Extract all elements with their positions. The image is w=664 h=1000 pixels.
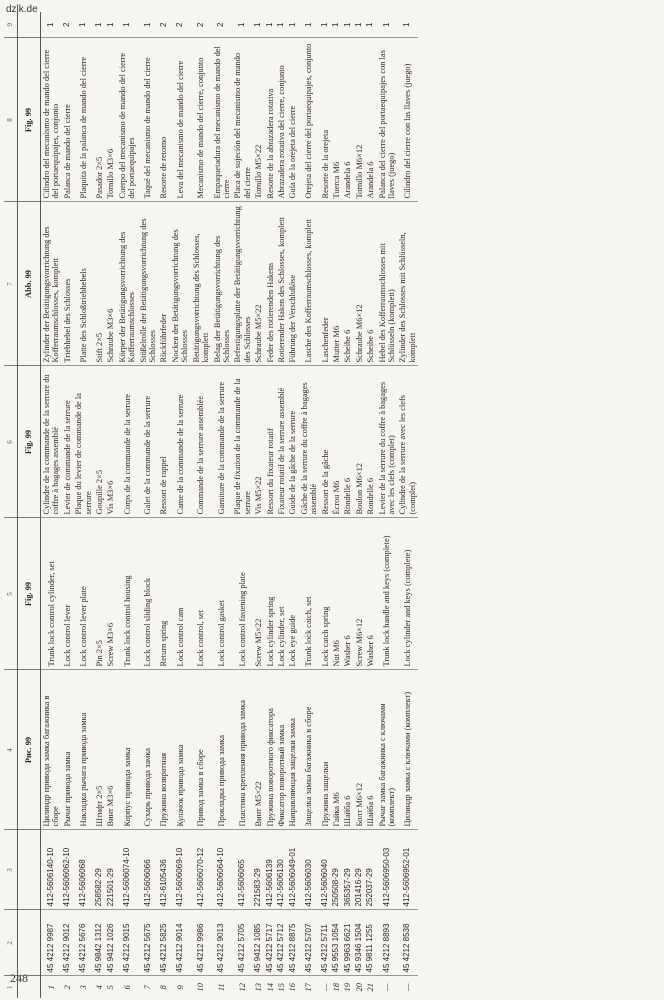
catalog-number: 45 4212 5675 (138, 910, 159, 976)
name-de: Befestigungsplatte der Betätigungsvorrichtung des Schlosses (232, 202, 253, 366)
quantity: 1 (342, 12, 353, 38)
part-number: 412-5606064-10 (212, 830, 233, 910)
name-fr: Garniture de la commande de la serrure (212, 366, 233, 518)
name-ru: Фиксатор поворотный замка (276, 670, 287, 830)
table-row (265, 12, 276, 998)
table-row (320, 12, 331, 998)
catalog-number: 45 4212 5711 (320, 910, 331, 976)
catalog-number: 45 4212 5825 (158, 910, 169, 976)
name-ru: Пружина поворотного фиксатора (265, 670, 276, 830)
part-number: 412-5606040 (320, 830, 331, 910)
name-de: Zylinder der Betätigungsvorrichtung des Kofferraumschlosses, komplett (41, 202, 62, 366)
name-en: Trunk lock handle and keys (complete) (377, 518, 398, 670)
quantity: 1 (299, 12, 320, 38)
quantity: 1 (320, 12, 331, 38)
name-es: Leva del mecanismo de mando del cierre (170, 38, 191, 202)
table-row (170, 12, 191, 998)
catalog-number: 45 4212 5717 (265, 910, 276, 976)
name-es: Cilindro del cierre con las llaves (juego) (397, 38, 418, 202)
name-de: Betätigungsvorrichtung des Schlosses, komplett (191, 202, 212, 366)
name-de: Stößelrolle der Betätigungsvorrichtung des Schlosses (138, 202, 159, 366)
name-de: Platte des Schloßtriebhebels (73, 202, 94, 366)
table-row (377, 12, 398, 998)
name-ru: Пружина защелки (320, 670, 331, 830)
part-number: 412-5606069-10 (170, 830, 191, 910)
name-es: Resorte de la abrazadera rotativa (265, 38, 276, 202)
table-row (232, 12, 253, 998)
col-number: 7 (4, 202, 18, 366)
name-es: Mecanismo de mando del cierre, conjunto (191, 38, 212, 202)
name-en: Lock cylinder and keys (complete) (397, 518, 418, 670)
name-de: Rückführfeder (158, 202, 169, 366)
name-fr: Ressort de rappel (158, 366, 169, 518)
name-de: Belag der Betätigungsvorrichtung des Schlosses (212, 202, 233, 366)
part-number: 258582-29 (94, 830, 105, 910)
catalog-number: 45 9346 1504 (354, 910, 365, 976)
quantity: 1 (138, 12, 159, 38)
name-fr: Rondelle 6 (342, 366, 353, 518)
quantity: 2 (170, 12, 191, 38)
table-row (212, 12, 233, 998)
quantity: 2 (62, 12, 73, 38)
part-number: 412-5606065 (232, 830, 253, 910)
name-de: Laschenfeder (320, 202, 331, 366)
catalog-number: 45 9412 1026 (105, 910, 116, 976)
quantity: 1 (354, 12, 365, 38)
name-fr: Vis M3×6 (105, 366, 116, 518)
name-en: Lock control sliding block (138, 518, 159, 670)
item-number: 14 (265, 983, 275, 992)
name-fr: Came de la commande de la serrure (170, 366, 191, 518)
item-number: 10 (196, 983, 206, 992)
quantity: 1 (94, 12, 105, 38)
name-fr: Plaque du levier de commande de la serrure (73, 366, 94, 518)
name-ru: Штифт 2×5 (94, 670, 105, 830)
catalog-number: 45 4212 8893 (377, 910, 398, 976)
part-number: 412-5606070-12 (191, 830, 212, 910)
table-row (105, 12, 116, 998)
name-de: Schraube M6×12 (354, 202, 365, 366)
name-fr: Écrou M6 (331, 366, 342, 518)
catalog-number: 45 9553 1054 (331, 910, 342, 976)
table-row (117, 12, 138, 998)
name-en: Lock cylinder, set (276, 518, 287, 670)
name-fr: Fixateur rotatif de la serrure assemblé (276, 366, 287, 518)
name-de: Scheibe 6 (342, 202, 353, 366)
name-en: Screw M5×22 (253, 518, 264, 670)
name-ru: Цилиндр замка с ключами (комплект) (397, 670, 418, 830)
parts-table (4, 12, 418, 998)
name-ru: Болт М6×12 (354, 670, 365, 830)
item-number: 1 (46, 985, 56, 990)
name-de: Scheibe 6 (365, 202, 376, 366)
name-es: Tuerca M6 (331, 38, 342, 202)
name-es: Cuerpo del mecanismo de mando del cierre del portaequipajes (117, 38, 138, 202)
quantity: 1 (265, 12, 276, 38)
name-fr: Corps de la commande de la serrure (117, 366, 138, 518)
name-es: Abrazadera rotativa del cierre, conjunto (276, 38, 287, 202)
name-en: Lock cylinder spring (265, 518, 276, 670)
name-ru: Шайба 6 (365, 670, 376, 830)
name-es: Pasador 2×5 (94, 38, 105, 202)
name-ru: Привод замка в сборе (191, 670, 212, 830)
table-row (365, 12, 376, 998)
part-number: 412-5606140-10 (41, 830, 62, 910)
table-row (138, 12, 159, 998)
name-ru: Винт М3×6 (105, 670, 116, 830)
col-number: 6 (4, 366, 18, 518)
name-en: Trunk lock control housing (117, 518, 138, 670)
name-en: Trunk lock catch, set (299, 518, 320, 670)
name-ru: Направляющая защелки замка (287, 670, 298, 830)
item-number: 8 (159, 985, 169, 990)
name-es: Tornillo M5×22 (253, 38, 264, 202)
item-number: 18 (331, 983, 341, 992)
parts-table-body (41, 12, 419, 998)
name-fr: Commande de la serrure assemblée (191, 366, 212, 518)
part-number: 412-5606066 (138, 830, 159, 910)
table-row (397, 12, 418, 998)
catalog-number: 45 4212 9986 (191, 910, 212, 976)
item-number: 20 (354, 983, 364, 992)
table-row (331, 12, 342, 998)
name-fr: Vis M5×22 (253, 366, 264, 518)
name-en: Lock control lever plate (73, 518, 94, 670)
name-es: Placa de sujeción del mecanismo de mando del cierre (232, 38, 253, 202)
catalog-number: 45 9412 1085 (253, 910, 264, 976)
table-row (276, 12, 287, 998)
table-row (354, 12, 365, 998)
name-de: Mutter M6 (331, 202, 342, 366)
name-en: Lock eye guide (287, 518, 298, 670)
header-figure-fr: Fig. 99 (18, 366, 41, 518)
table-row (287, 12, 298, 998)
quantity: 1 (117, 12, 138, 38)
name-fr: Boulon M6×12 (354, 366, 365, 518)
catalog-number: 45 4212 9012 (62, 910, 73, 976)
table-row (41, 12, 62, 998)
header-blank (18, 830, 41, 910)
table-row (62, 12, 73, 998)
col-number: 3 (4, 830, 18, 910)
name-en: Lock control cam (170, 518, 191, 670)
name-ru: Гайка М6 (331, 670, 342, 830)
table-row (158, 12, 169, 998)
name-ru: Рычаг замка багажника с ключами (комплект) (377, 670, 398, 830)
name-en: Return spring (158, 518, 169, 670)
name-ru: Цилиндр привода замка багажника в сборе (41, 670, 62, 830)
item-number: — (382, 983, 392, 991)
quantity: 1 (41, 12, 62, 38)
quantity: 2 (212, 12, 233, 38)
header-figure-es: Fig. 99 (18, 38, 41, 202)
name-en: Washer 6 (342, 518, 353, 670)
name-de: Hebel des Kofferraumschlosses mit Schlüsseln (komplett) (377, 202, 398, 366)
item-number: 3 (78, 985, 88, 990)
part-number: 201416-29 (354, 830, 365, 910)
name-es: Guía de la orejeta del cierre (287, 38, 298, 202)
name-es: Palanca de mando del cierre (62, 38, 73, 202)
part-number: 412-5606030 (299, 830, 320, 910)
catalog-number: 45 4212 8875 (287, 910, 298, 976)
col-number: 1 (4, 976, 18, 998)
item-number: — (403, 983, 413, 991)
catalog-number: 45 9811 1255 (365, 910, 376, 976)
item-number: 19 (343, 983, 353, 992)
name-es: Palanca del cierre del portaequipajes con las llaves (juego) (377, 38, 398, 202)
name-ru: Прокладка привода замка (212, 670, 233, 830)
name-es: Cilindro del mecanismo de mando del cierre del portaequipajes, conjunto (41, 38, 62, 202)
item-number: 11 (217, 983, 227, 992)
catalog-number: 45 4212 9013 (212, 910, 233, 976)
item-number: 16 (288, 983, 298, 992)
col-number: 4 (4, 670, 18, 830)
table-row (191, 12, 212, 998)
watermark: dzlk.de (6, 4, 38, 15)
page-number: 248 (10, 971, 28, 985)
part-number: 250508-29 (331, 830, 342, 910)
item-number: 6 (122, 985, 132, 990)
part-number: 412-5606068 (73, 830, 94, 910)
quantity: 1 (397, 12, 418, 38)
part-number: 412-5606062-10 (62, 830, 73, 910)
part-number: 412-5606139 (265, 830, 276, 910)
header-blank (18, 12, 41, 38)
table-row (73, 12, 94, 998)
name-en: Pin 2×5 (94, 518, 105, 670)
catalog-number: 45 4212 9015 (117, 910, 138, 976)
part-number: 412-5606950-03 (377, 830, 398, 910)
name-es: Taqué del mecanismo de mando del cierre (138, 38, 159, 202)
name-ru: Накладка рычага привода замка (73, 670, 94, 830)
name-de: Stift 2×5 (94, 202, 105, 366)
catalog-number: 45 4212 5707 (299, 910, 320, 976)
header-figure-en: Fig. 99 (18, 518, 41, 670)
header-blank (18, 976, 41, 998)
part-number: 221583-29 (253, 830, 264, 910)
name-es: Orejeta del cierre del portaequipajes, conjunto (299, 38, 320, 202)
header-figure-de: Abb. 99 (18, 202, 41, 366)
part-number: 412-5606130 (276, 830, 287, 910)
name-fr: Rondelle 6 (365, 366, 376, 518)
column-number-row (4, 12, 18, 998)
quantity: 1 (105, 12, 116, 38)
table-row (342, 12, 353, 998)
part-number: 412-5606952-01 (397, 830, 418, 910)
quantity: 1 (365, 12, 376, 38)
quantity: 1 (276, 12, 287, 38)
item-number: 5 (106, 985, 116, 990)
name-en: Screw M3×6 (105, 518, 116, 670)
name-fr: Cylindre de la commande de la serrure du coffre à bagages assemblé (41, 366, 62, 518)
col-number: 8 (4, 38, 18, 202)
catalog-number: 45 4212 5676 (73, 910, 94, 976)
name-de: Lasche des Kofferraumschlosses, komplett (299, 202, 320, 366)
col-number: 5 (4, 518, 18, 670)
item-number: 9 (175, 985, 185, 990)
header-figure-ru: Рис. 99 (18, 670, 41, 830)
item-number: 17 (304, 983, 314, 992)
quantity: 1 (377, 12, 398, 38)
name-fr: Ressort de la gâche (320, 366, 331, 518)
name-ru: Пластина крепления привода замка (232, 670, 253, 830)
name-ru: Сухарь привода замка (138, 670, 159, 830)
name-ru: Винт М5×22 (253, 670, 264, 830)
table-row (299, 12, 320, 998)
table-row (253, 12, 264, 998)
name-fr: Goupille 2×5 (94, 366, 105, 518)
name-de: Schraube M5×22 (253, 202, 264, 366)
quantity: 1 (253, 12, 264, 38)
quantity: 2 (158, 12, 169, 38)
item-number: 15 (276, 983, 286, 992)
name-ru: Шайба 6 (342, 670, 353, 830)
name-es: Empaquetadura del mecanismo de mando del cierre (212, 38, 233, 202)
name-en: Lock control gasket (212, 518, 233, 670)
item-number: 13 (254, 983, 264, 992)
name-es: Tornillo M3×6 (105, 38, 116, 202)
item-number: 2 (62, 985, 72, 990)
catalog-number: 45 4212 5705 (232, 910, 253, 976)
name-ru: Защелка замка багажника в сборе (299, 670, 320, 830)
item-number: 7 (143, 985, 153, 990)
catalog-number: 45 4212 9014 (170, 910, 191, 976)
name-ru: Рычаг привода замка (62, 670, 73, 830)
name-de: Schraube M3×6 (105, 202, 116, 366)
name-en: Lock control, set (191, 518, 212, 670)
quantity: 1 (232, 12, 253, 38)
quantity: 1 (73, 12, 94, 38)
name-en: Washer 6 (365, 518, 376, 670)
figure-header-row (18, 12, 41, 998)
name-fr: Plaque de fixation de la commande de la serrure (232, 366, 253, 518)
header-blank (18, 910, 41, 976)
part-number: 221501-29 (105, 830, 116, 910)
name-es: Tornillo M6×12 (354, 38, 365, 202)
name-en: Screw M6×12 (354, 518, 365, 670)
name-en: Lock control fastening plate (232, 518, 253, 670)
name-de: Körper der Betätigungsvorrichtung des Kofferraumschlosses (117, 202, 138, 366)
name-fr: Galet de la commande de la serrure (138, 366, 159, 518)
name-fr: Ressort du fixateur rotatif (265, 366, 276, 518)
col-number: 2 (4, 910, 18, 976)
item-number: 12 (238, 983, 248, 992)
name-ru: Корпус привода замка (117, 670, 138, 830)
name-fr: Gâche de la serrure du coffre à bagages assemblé (299, 366, 320, 518)
name-en: Lock control lever (62, 518, 73, 670)
name-fr: Levier de la serrure du coffre à bagages avec les clefs (complet) (377, 366, 398, 518)
name-de: Nocken der Betätigungsvorrichtung des Schlosses (170, 202, 191, 366)
name-fr: Guide de la gâche de la serrure (287, 366, 298, 518)
item-number: 4 (95, 985, 105, 990)
catalog-number: 45 9842 1312 (94, 910, 105, 976)
name-de: Rotierender Haken des Schlosses, komplett (276, 202, 287, 366)
part-number: 365357-29 (342, 830, 353, 910)
table-row (94, 12, 105, 998)
part-number: 412-6105436 (158, 830, 169, 910)
part-number: 412-5606074-10 (117, 830, 138, 910)
catalog-number: 45 4212 8538 (397, 910, 418, 976)
name-fr: Levier de commande de la serrure (62, 366, 73, 518)
col-number: 9 (4, 12, 18, 38)
name-de: Zylinder des Schlosses mit Schlüsseln, komplett (397, 202, 418, 366)
name-de: Feder des rotierenden Hakens (265, 202, 276, 366)
name-fr: Cylindre de la serrure avec les clefs (complet) (397, 366, 418, 518)
name-es: Resorte de retorno (158, 38, 169, 202)
parts-table-rotated (4, 12, 650, 998)
catalog-number: 45 4212 9987 (41, 910, 62, 976)
name-es: Plaquita de la palanca de mando del cierre (73, 38, 94, 202)
name-en: Lock catch spring (320, 518, 331, 670)
name-es: Resorte de la orejeta (320, 38, 331, 202)
name-en: Trunk lock control cylinder, set (41, 518, 62, 670)
catalog-number: 45 9963 6621 (342, 910, 353, 976)
name-es: Arandela 6 (342, 38, 353, 202)
quantity: 1 (287, 12, 298, 38)
item-number: — (320, 983, 330, 991)
name-es: Arandela 6 (365, 38, 376, 202)
name-de: Führung der Verschlußöse (287, 202, 298, 366)
part-number: 252037-29 (365, 830, 376, 910)
quantity: 1 (331, 12, 342, 38)
name-ru: Пружина возвратная (158, 670, 169, 830)
part-number: 412-5606049-01 (287, 830, 298, 910)
name-ru: Кулачок привода замка (170, 670, 191, 830)
name-en: Nut M6 (331, 518, 342, 670)
item-number: 21 (366, 983, 376, 992)
catalog-number: 45 4212 5712 (276, 910, 287, 976)
quantity: 2 (191, 12, 212, 38)
name-de: Triebhebel des Schlosses (62, 202, 73, 366)
